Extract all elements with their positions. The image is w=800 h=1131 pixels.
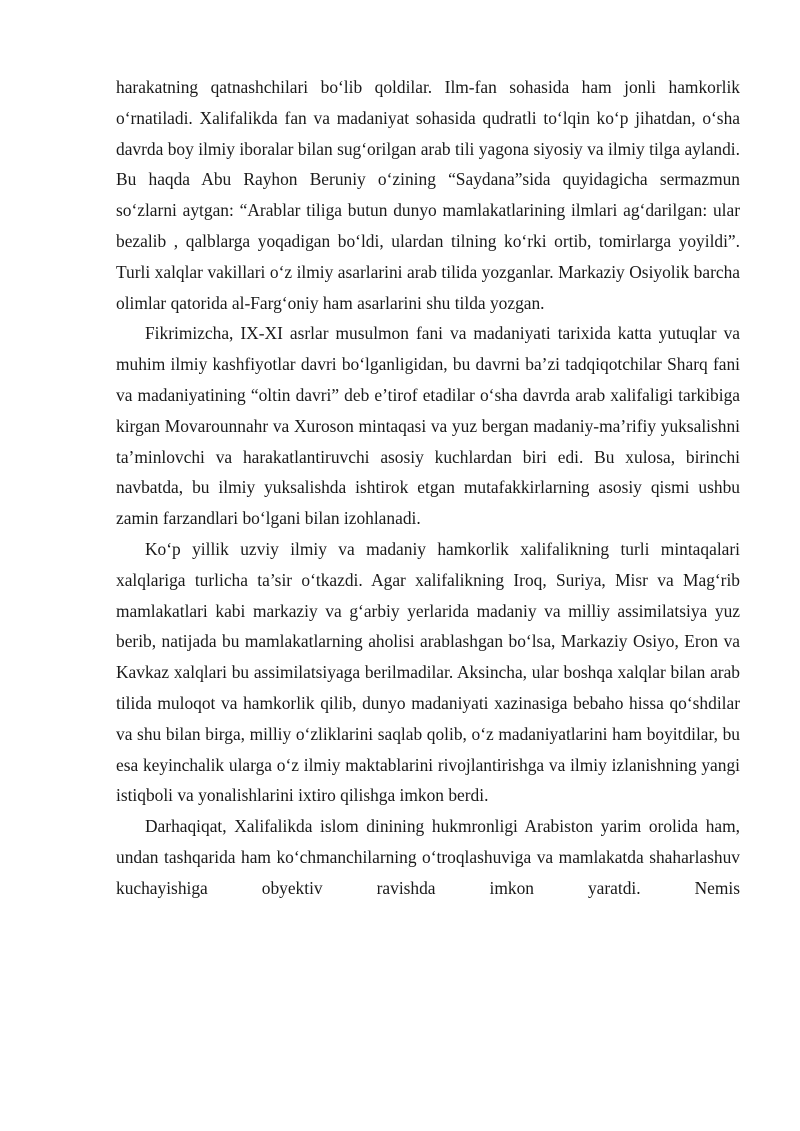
- document-page: [116, 72, 740, 904]
- paragraph-3: Ko‘p yillik uzviy ilmiy va madaniy hamkorlik xalifalikning turli mintaqalari xalqlariga turlicha ta’sir o‘tkazdi. Agar xalifalikning Iroq, Suriya, Misr va Mag‘rib mamlakatlari kabi markaziy va g‘arbiy yerlarida madaniy va milliy assimilatsiya yuz berib, natijada bu mamlakatlarning aholisi arablashgan bo‘lsa, Markaziy Osiyo, Eron va Kavkaz xalqlari bu assimilatsiyaga berilmadilar. Aksincha, ular boshqa xalqlar bilan arab tilida muloqot va hamkorlik qilib, dunyo madaniyati xazinasiga bebaho hissa qo‘shdilar va shu bilan birga, milliy o‘zliklarini saqlab qolib, o‘z madaniyatlarini ham boyitdilar, bu esa keyinchalik ularga o‘z ilmiy maktablarini rivojlantirishga va ilmiy izlanishning yangi istiqboli va yonalishlarini ixtiro qilishga imkon berdi.: [116, 538, 740, 806]
- paragraph-2: Fikrimizcha, IX-XI asrlar musulmon fani va madaniyati tarixida katta yutuqlar va muhim ilmiy kashfiyotlar davri bo‘lganligidan, bu davrni ba’zi tadqiqotchilar Sharq fani va madaniyatining “oltin davri” deb e’tirof etadilar o‘sha davrda arab xalifaligi tarkibiga kirgan Movarounnahr va Xuroson mintaqasi va yuz bergan madaniy-ma’rifiy yuksalishni ta’minlovchi va harakatlantiruvchi asosiy kuchlardan biri edi. Bu xulosa, birinchi navbatda, bu ilmiy yuksalishda ishtirok etgan mutafakkirlarning asosiy qismi ushbu zamin farzandlari bo‘lgani bilan izohlanadi.: [116, 323, 740, 529]
- paragraph-1: harakatning qatnashchilari bo‘lib qoldilar. Ilm-fan sohasida ham jonli hamkorlik o‘rnatiladi. Xalifalikda fan va madaniyat sohasida qudratli to‘lqin ko‘p jihatdan, o‘sha davrda boy ilmiy iboralar bilan sug‘orilgan arab tili yagona siyosiy va ilmiy tilga aylandi. Bu haqda Abu Rayhon Beruniy o‘zining “Saydana”sida quyidagicha sermazmun so‘zlarni aytgan: “Arablar tiliga butun dunyo mamlakatlarining ilmlari ag‘darilgan: ular bezalib , qalblarga yoqadigan bo‘ldi, ulardan tilning ko‘rki ortib, tomirlarga yoyildi”. Turli xalqlar vakillari o‘z ilmiy asarlarini arab tilida yozganlar. Markaziy Osiyolik barcha olimlar qatorida al-Farg‘oniy ham asarlarini shu tilda yozgan.: [116, 77, 740, 313]
- paragraph-4: Darhaqiqat, Xalifalikda islom dinining hukmronligi Arabiston yarim orolida ham, undan tashqarida ham ko‘chmanchilarning o‘troqlashuviga va mamlakatda shaharlashuv kuchayishiga obyektiv ravishda imkon yaratdi. Nemis: [116, 816, 740, 898]
